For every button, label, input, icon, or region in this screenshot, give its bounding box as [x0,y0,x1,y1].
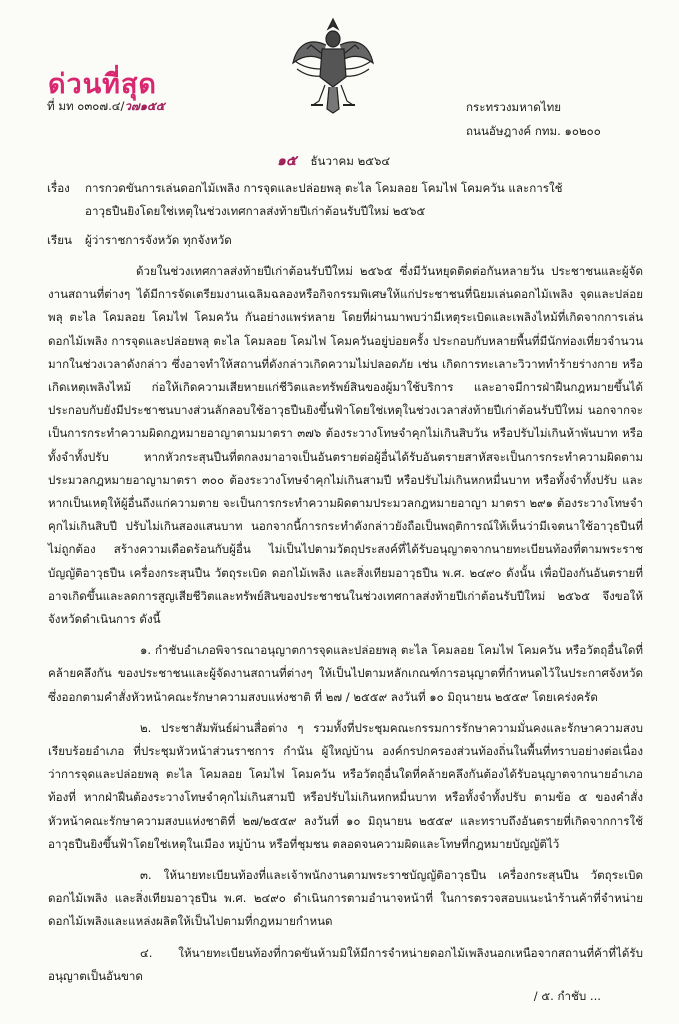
continuation-marker: / ๕. กำชับ ... [533,989,601,1003]
date-day: ๑๕ [277,153,297,169]
intro-paragraph: ด้วยในช่วงเทศกาลส่งท้ายปีเก่าต้อนรับปีใหม่ ๒๕๖๕ ซึ่งมีวันหยุดติดต่อกันหลายวัน ประชาชนและผู้จัดงานสถานที่ต่างๆ ได้มีการจัดเตรียมงานเฉลิมฉลองหรือกิจกรรมพิเศษให้แก่ประชาชนที่นิยมเล่นดอกไม้เพลิง จุดและปล่อยพลุ ตะไล โคมลอย โคมไฟ โคมควัน กันอย่างแพร่หลาย โดยที่ผ่านมาพบว่ามีเหตุระเบิดและเพลิงไหม้ที่เกิดจากการเล่นดอกไม้เพลิง การจุดและปล่อยพลุ ตะไล โคมลอย โคมไฟ โคมควันอยู่บ่อยครั้ง ประกอบกับหลายพื้นที่มีนักท่องเที่ยวจำนวนมากในช่วงเวลาดังกล่าว ซึ่งอาจทำให้สถานที่ดังกล่าวเกิดความไม่ปลอดภัย เช่น เกิดการทะเลาะวิวาททำร้ายร่างกาย หรือเกิดเหตุเพลิงไหม้ ก่อให้เกิดความเสียหายแก่ชีวิตและทรัพย์สินของผู้มาใช้บริการ และอาจมีการฝ่าฝืนกฎหมายขึ้นได้ ประกอบกับยังมีประชาชนบางส่วนลักลอบใช้อาวุธปืนยิงขึ้นฟ้าโดยใช่เหตุในช่วงเวลาส่งท้ายปีเก่าต้อนรับปีใหม่ นอกจากจะเป็นการกระทำความผิดกฎหมายอาญาตามมาตรา ๓๗๖ ต้องระวางโทษจำคุกไม่เกินสิบวัน หรือปรับไม่เกินห้าพันบาท หรือทั้งจำทั้งปรับ หากหัวกระสุนปืนที่ตกลงมาอาจเป็นอันตรายต่อผู้อื่นได้รับอันตรายสาหัสจะเป็นการกระทำความผิดตามประมวลกฎหมายอาญามาตรา ๓๐๐ ต้องระวางโทษจำคุกไม่เกินสามปี หรือปรับไม่เกินหกหมื่นบาท หรือทั้งจำทั้งปรับ และหากเป็นเหตุให้ผู้อื่นถึงแก่ความตาย จะเป็นการกระทำความผิดตามประมวลกฎหมายอาญา มาตรา ๒๙๑ ต้องระวางโทษจำคุกไม่เกินสิบปี ปรับไม่เกินสองแสนบาท นอกจากนี้การกระทำดังกล่าวยังถือเป็นพฤติการณ์ให้เห็นว่ามีเจตนาใช้อาวุธปืนที่ไม่ถูกต้อง สร้างความเดือดร้อนกับผู้อื่น ไม่เป็นไปตามวัตถุประสงค์ที่ได้รับอนุญาตจากนายทะเบียนท้องที่ตามพระราชบัญญัติอาวุธปืน เครื่องกระสุนปืน วัตถุระเบิด ดอกไม้เพลิง และสิ่งเทียมอาวุธปืน พ.ศ. ๒๔๙๐ ดังนั้น เพื่อป้องกันอันตรายที่อาจเกิดขึ้นและลดการสูญเสียชีวิตและทรัพย์สินของประชาชนในช่วงเทศกาลส่งท้ายปีเก่าต้อนรับปีใหม่ ๒๕๖๕ จึงขอให้จังหวัดดำเนินการ ดังนี้ [48,264,643,627]
garuda-emblem-icon [289,15,377,115]
document-number [47,95,165,118]
ministry-name: กระทรวงมหาดไทย [466,100,562,114]
ministry-address: ถนนอัษฎางค์ กทม. ๑๐๒๐๐ [466,124,601,138]
item-paragraph-2: ๒. ประชาสัมพันธ์ผ่านสื่อต่าง ๆ รวมทั้งที่ประชุมคณะกรรมการรักษาความมั่นคงและรักษาความสงบเรียบร้อยอำเภอ ที่ประชุมหัวหน้าส่วนราชการ กำนัน ผู้ใหญ่บ้าน องค์กรปกครองส่วนท้องถิ่นในพื้นที่ทราบอย่างต่อเนื่องว่าการจุดและปล่อยพลุ ตะไล โคมลอย โคมไฟ โคมควัน หรือวัตถุอื่นใดที่คล้ายคลึงกันต้องได้รับอนุญาตจากนายอำเภอท้องที่ หากฝ่าฝืนต้องระวางโทษจำคุกไม่เกินสามปี หรือปรับไม่เกินหกหมื่นบาท หรือทั้งจำทั้งปรับ ตามข้อ ๕ ของคำสั่งหัวหน้าคณะรักษาความสงบแห่งชาติที่ ๒๗/๒๕๕๙ ลงวันที่ ๑๐ มิถุนายน ๒๕๕๙ และทราบถึงอันตรายที่เกิดจากการใช้อาวุธปืนยิงขึ้นฟ้าโดยใช่เหตุในเมือง หมู่บ้าน หรือที่ชุมชน ตลอดจนความผิดและโทษที่กฎหมายบัญญัติไว้ [48,720,643,851]
subject-line-2: อาวุธปืนยิงโดยใช่เหตุในช่วงเทศกาลส่งท้ายปีเก่าต้อนรับปีใหม่ ๒๕๖๕ [85,204,426,218]
subject-line-1: การกวดขันการเล่นดอกไม้เพลิง การจุดและปล่อยพลุ ตะไล โคมลอย โคมไฟ โคมควัน และการใช้ [85,181,563,195]
urgent-stamp: ด่วนที่สุด [48,69,157,100]
letter-body [48,260,643,988]
item-paragraph-4: ๔. ให้นายทะเบียนท้องที่กวดขันห้ามมิให้มีการจำหน่ายดอกไม้เพลิงนอกเหนือจากสถานที่ค้าที่ได้รับอนุญาตเป็นอันขาด [48,945,643,983]
date-month-year: ธันวาคม ๒๕๖๔ [310,154,391,168]
item-paragraph-1: ๑. กำชับอำเภอพิจารณาอนุญาตการจุดและปล่อยพลุ ตะไล โคมลอย โคมไฟ โคมควัน หรือวัตถุอื่นใดที่คล้ายคลึงกัน ของประชาชนและผู้จัดงานสถานที่ต่างๆ ให้เป็นไปตามหลักเกณฑ์การอนุญาตที่กำหนดไว้ในประกาศจังหวัดซึ่งออกตามคำสั่งหัวหน้าคณะรักษาความสงบแห่งชาติ ที่ ๒๗ / ๒๕๕๙ ลงวันที่ ๑๐ มิถุนายน ๒๕๕๙ โดยเคร่งครัด [48,643,643,704]
document-number-prefix: ที่ มท ๐๓๐๗.๔/ [47,99,125,113]
recipient-label: เรียน [47,233,72,247]
subject-label: เรื่อง [47,181,70,195]
document-date [277,150,390,173]
item-paragraph-3: ๓. ให้นายทะเบียนท้องที่และเจ้าพนักงานตามพระราชบัญญัติอาวุธปืน เครื่องกระสุนปืน วัตถุระเบิด ดอกไม้เพลิง และสิ่งเทียมอาวุธปืน พ.ศ. ๒๔๙๐ ดำเนินการตามอำนาจหน้าที่ ในการตรวจสอบแนะนำร้านค้าที่จำหน่ายดอกไม้เพลิงและแหล่งผลิตให้เป็นไปตามที่กฎหมายกำหนด [48,868,643,929]
document-number-handwritten: ว๗๑๕๕ [124,99,165,113]
recipient-block [47,229,232,252]
sender-address [466,95,601,143]
recipient-value: ผู้ว่าราชการจังหวัด ทุกจังหวัด [85,233,232,247]
subject-block [47,177,562,223]
